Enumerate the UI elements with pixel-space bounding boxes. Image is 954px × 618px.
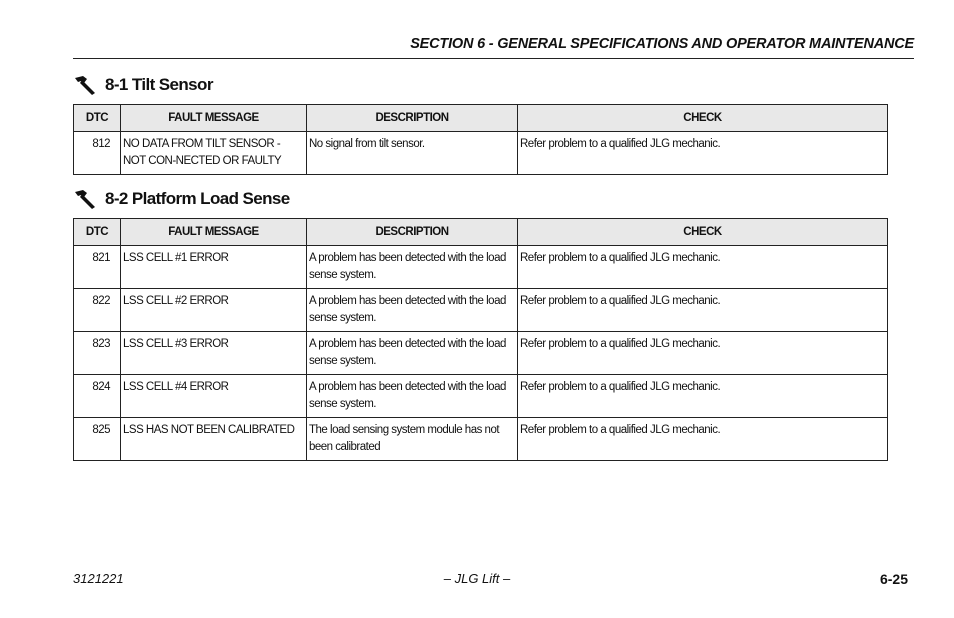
dtc-cell: 824: [74, 375, 121, 418]
fault-message-cell: NO DATA FROM TILT SENSOR - NOT CON-NECTED OR FAULTY: [121, 132, 307, 175]
fault-message-cell: LSS CELL #1 ERROR: [121, 246, 307, 289]
description-cell: A problem has been detected with the load sense system.: [307, 246, 518, 289]
description-cell: A problem has been detected with the load sense system.: [307, 332, 518, 375]
footer-center-text: – JLG Lift –: [443, 571, 511, 586]
table-row: [74, 246, 888, 289]
section-title: SECTION 6 - GENERAL SPECIFICATIONS AND OPERATOR MAINTENANCE: [410, 36, 914, 52]
check-cell: Refer problem to a qualified JLG mechanic.: [518, 289, 888, 332]
check-cell: Refer problem to a qualified JLG mechanic.: [518, 418, 888, 461]
platform-load-sense-table: [73, 218, 888, 461]
section-heading-text: 8-1 Tilt Sensor: [105, 75, 213, 94]
page-header: [73, 34, 914, 59]
check-cell: Refer problem to a qualified JLG mechanic.: [518, 375, 888, 418]
check-cell: Refer problem to a qualified JLG mechanic.: [518, 246, 888, 289]
description-cell: No signal from tilt sensor.: [307, 132, 518, 175]
column-header-description: DESCRIPTION: [307, 105, 518, 132]
fault-message-cell: LSS HAS NOT BEEN CALIBRATED: [121, 418, 307, 461]
description-cell: A problem has been detected with the load sense system.: [307, 289, 518, 332]
description-cell: A problem has been detected with the load sense system.: [307, 375, 518, 418]
dtc-cell: 821: [74, 246, 121, 289]
fault-message-cell: LSS CELL #3 ERROR: [121, 332, 307, 375]
check-cell: Refer problem to a qualified JLG mechanic.: [518, 132, 888, 175]
check-cell: Refer problem to a qualified JLG mechanic.: [518, 332, 888, 375]
fault-message-cell: LSS CELL #2 ERROR: [121, 289, 307, 332]
dtc-cell: 823: [74, 332, 121, 375]
table-row: [74, 289, 888, 332]
hammer-icon: [73, 188, 99, 210]
dtc-cell: 825: [74, 418, 121, 461]
table-row: [74, 375, 888, 418]
section-heading-text: 8-2 Platform Load Sense: [105, 189, 290, 208]
column-header-check: CHECK: [518, 105, 888, 132]
table-row: [74, 332, 888, 375]
section-heading-tilt-sensor: [73, 74, 213, 96]
table-header-row: [74, 105, 888, 132]
dtc-cell: 812: [74, 132, 121, 175]
section-heading-platform-load-sense: [73, 188, 290, 210]
page-number: 6-25: [879, 571, 908, 587]
description-cell: The load sensing system module has not been calibrated: [307, 418, 518, 461]
column-header-dtc: DTC: [74, 105, 121, 132]
fault-message-cell: LSS CELL #4 ERROR: [121, 375, 307, 418]
hammer-icon: [73, 74, 99, 96]
document-number: 3121221: [73, 571, 124, 586]
tilt-sensor-table: [73, 104, 888, 175]
table-row: [74, 418, 888, 461]
table-header-row: [74, 219, 888, 246]
column-header-check: CHECK: [518, 219, 888, 246]
column-header-fault-message: FAULT MESSAGE: [121, 219, 307, 246]
column-header-description: DESCRIPTION: [307, 219, 518, 246]
dtc-cell: 822: [74, 289, 121, 332]
column-header-fault-message: FAULT MESSAGE: [121, 105, 307, 132]
column-header-dtc: DTC: [74, 219, 121, 246]
table-row: [74, 132, 888, 175]
